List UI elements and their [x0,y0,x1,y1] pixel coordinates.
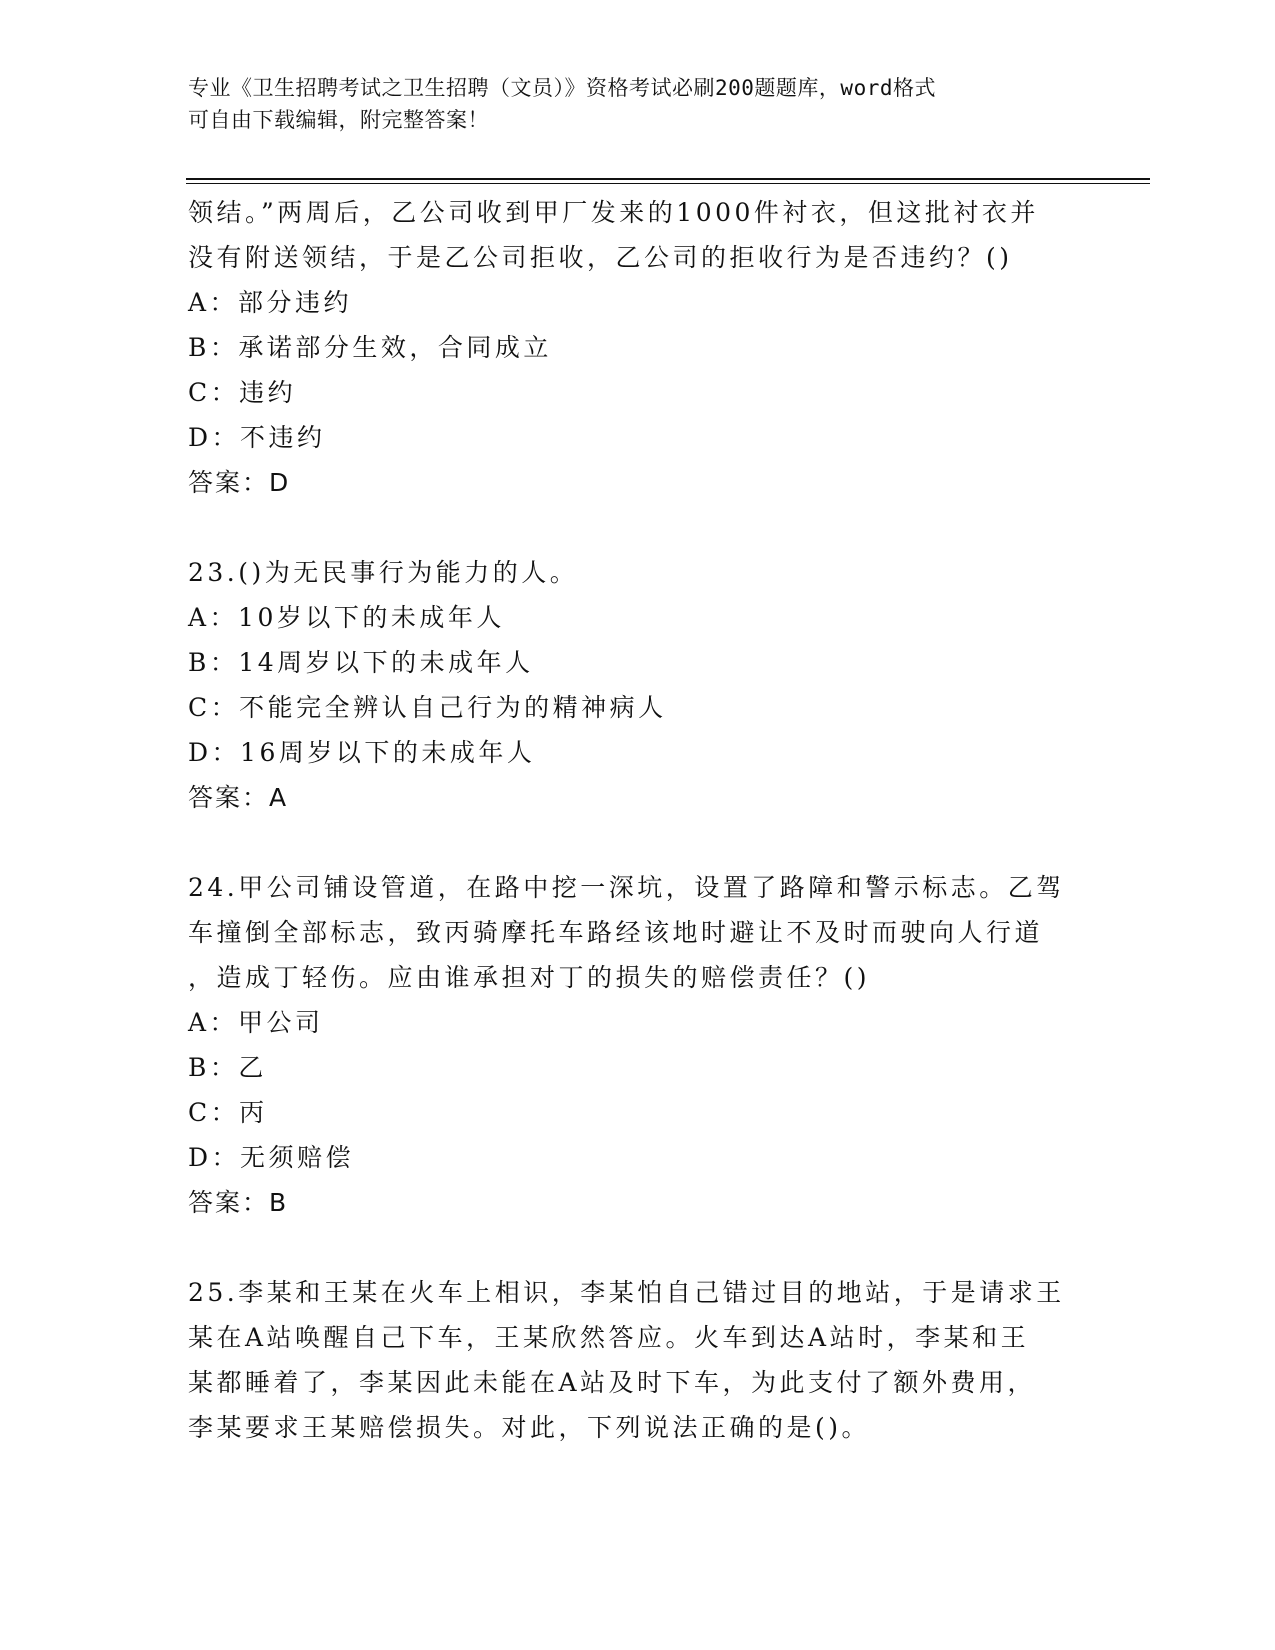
header-rule [186,178,1150,180]
option-a: A：甲公司 [188,1008,324,1037]
spacer [188,820,1088,865]
option-a: A：部分违约 [188,288,353,317]
option-d: D：不违约 [188,423,326,452]
header-rule-thin [186,183,1150,184]
answer: 答案：D [188,468,291,497]
question-22 [188,190,1088,505]
answer: 答案：B [188,1188,289,1217]
document-header [188,72,1068,136]
option-c: C：不能完全辨认自己行为的精神病人 [188,693,667,722]
document-body [188,190,1088,1450]
option-a: A：10岁以下的未成年人 [188,603,505,632]
option-b: B：承诺部分生效，合同成立 [188,333,552,362]
question-text: 24.甲公司铺设管道，在路中挖一深坑，设置了路障和警示标志。乙驾 [188,873,1065,902]
option-d: D：16周岁以下的未成年人 [188,738,536,767]
question-text: 某在A站唤醒自己下车，王某欣然答应。火车到达A站时，李某和王 [188,1323,1030,1352]
option-c: C：违约 [188,378,297,407]
question-text: 李某要求王某赔偿损失。对此，下列说法正确的是()。 [188,1413,871,1442]
question-text: 没有附送领结，于是乙公司拒收，乙公司的拒收行为是否违约？() [188,243,1013,272]
question-text: 23.()为无民事行为能力的人。 [188,558,579,587]
question-24 [188,865,1088,1225]
question-text: 车撞倒全部标志，致丙骑摩托车路经该地时避让不及时而驶向人行道 [188,918,1044,947]
question-text: 领结。”两周后，乙公司收到甲厂发来的1000件衬衣，但这批衬衣并 [188,198,1039,227]
spacer [188,1225,1088,1270]
option-b: B：14周岁以下的未成年人 [188,648,534,677]
header-line-1: 专业《卫生招聘考试之卫生招聘（文员）》资格考试必刷200题题库，word格式 [188,76,936,100]
question-23 [188,550,1088,820]
question-text: ，造成丁轻伤。应由谁承担对丁的损失的赔偿责任？() [188,963,871,992]
question-25 [188,1270,1088,1450]
option-b: B：乙 [188,1053,267,1082]
question-text: 25.李某和王某在火车上相识，李某怕自己错过目的地站，于是请求王 [188,1278,1065,1307]
header-line-2: 可自由下载编辑，附完整答案！ [188,108,489,132]
option-c: C：丙 [188,1098,268,1127]
option-d: D：无须赔偿 [188,1143,355,1172]
question-text: 某都睡着了，李某因此未能在A站及时下车，为此支付了额外费用， [188,1368,1037,1397]
spacer [188,505,1088,550]
answer: 答案：A [188,783,289,812]
